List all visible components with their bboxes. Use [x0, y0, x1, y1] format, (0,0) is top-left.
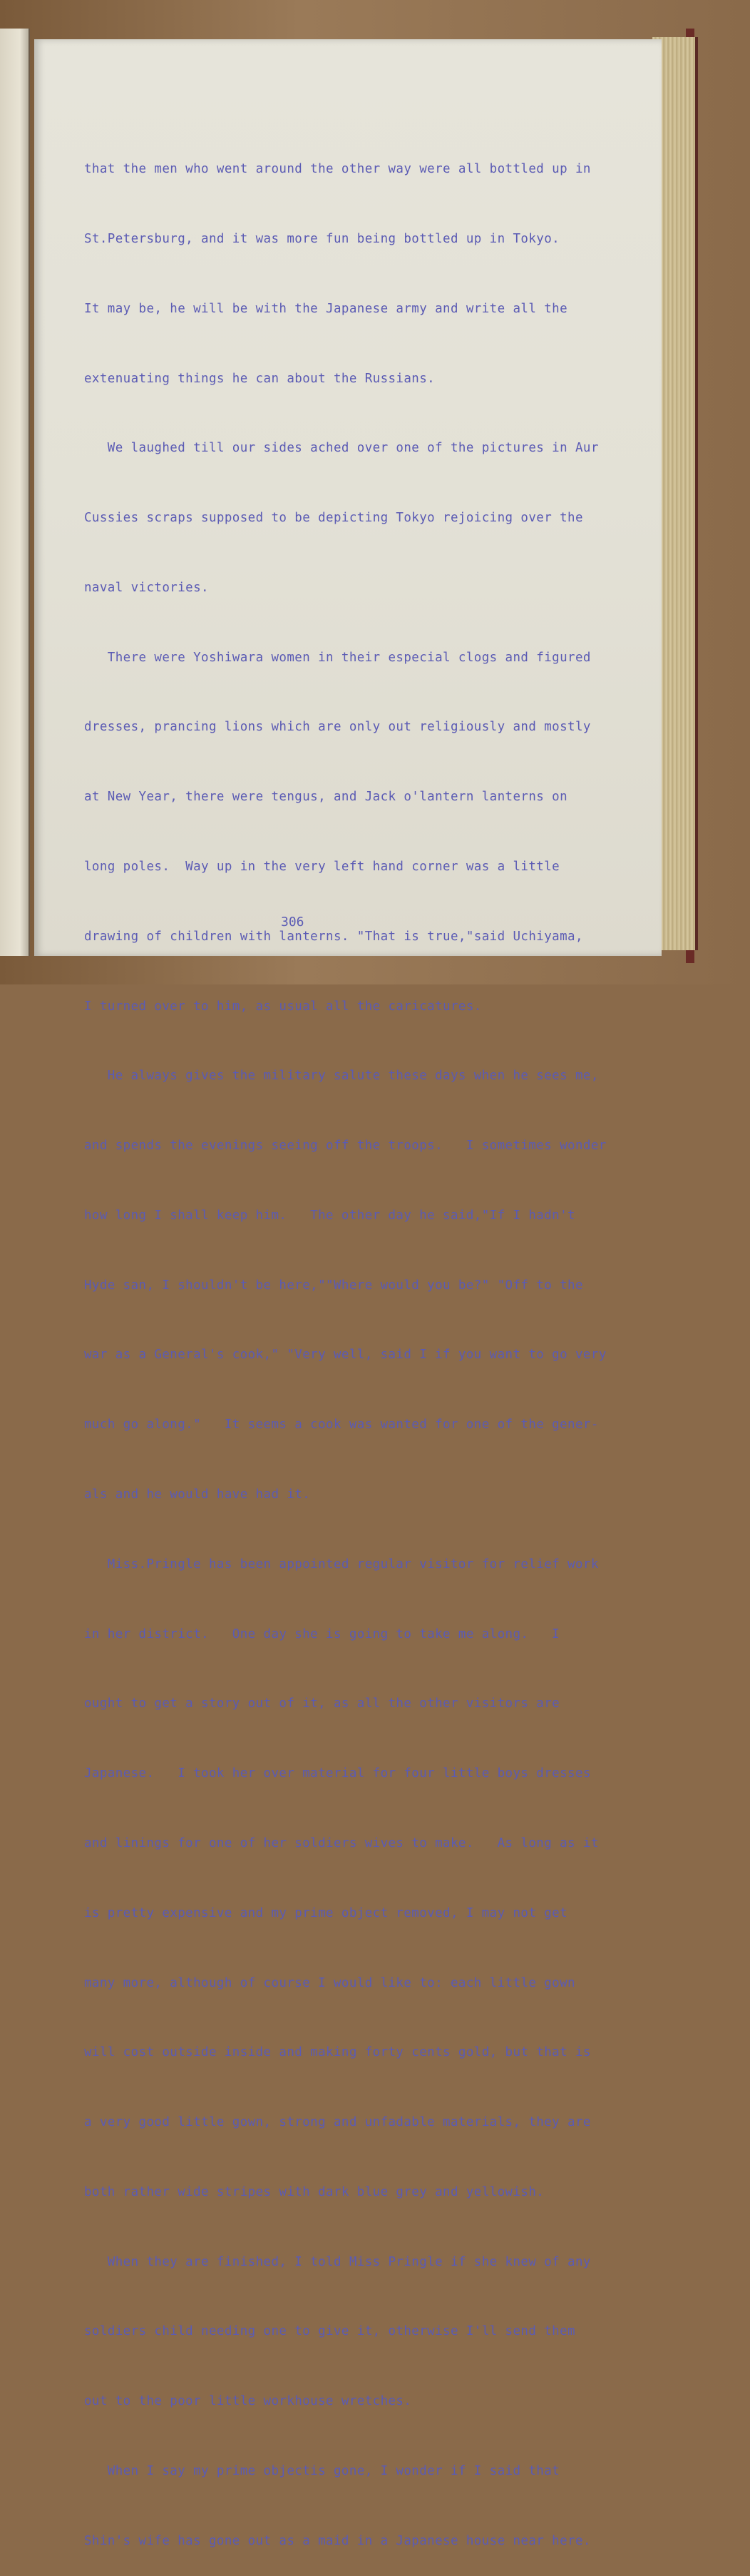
text-line: Shin's wife has gone out as a maid in a Japanese house near here. — [84, 2533, 591, 2548]
text-line: naval victories. — [84, 580, 209, 595]
text-line: We laughed till our sides ached over one of the pictures in Aur — [84, 441, 599, 456]
text-line: When I say my prime objectis gone, I wonder if I said that — [84, 2463, 560, 2478]
left-page-edge — [0, 29, 30, 956]
text-line: It may be, he will be with the Japanese army and write all the — [84, 301, 568, 316]
text-line: Japanese. I took her over material for four little boys dresses — [84, 1766, 591, 1781]
text-line: how long I shall keep him. The other day he said,"If I hadn't — [84, 1208, 575, 1223]
text-line: dresses, prancing lions which are only out religiously and mostly — [84, 720, 591, 735]
text-line: St.Petersburg, and it was more fun being bottled up in Tokyo. — [84, 231, 560, 246]
text-line: many more, although of course I would like to: each little gown — [84, 1975, 575, 1990]
text-line: Cussies scraps supposed to be depicting Tokyo rejoicing over the — [84, 511, 583, 526]
text-line: als and he would have had it. — [84, 1487, 311, 1502]
text-line: both rather wide stripes with dark blue grey and yellowish. — [84, 2184, 545, 2199]
text-line: is pretty expensive and my prime object removed, I may not get — [84, 1905, 568, 1920]
page-number: 306 — [281, 915, 304, 930]
text-line: that the men who went around the other way were all bottled up in — [84, 162, 591, 177]
text-line: a very good little gown, strong and unfadable materials, they are — [84, 2115, 591, 2130]
text-line: Miss.Pringle has been appointed regular visitor for relief work — [84, 1557, 599, 1572]
text-line: in her district. One day she is going to take me along. I — [84, 1626, 560, 1641]
text-line: and spends the evenings seeing off the troops. I sometimes wonder — [84, 1139, 607, 1154]
text-line: much go along." It seems a cook was wanted for one of the gener- — [84, 1417, 599, 1432]
text-line: at New Year, there were tengus, and Jack o'lantern lanterns on — [84, 790, 568, 805]
text-line: When they are finished, I told Miss Pringle if she knew of any — [84, 2254, 591, 2269]
typed-text-body — [84, 111, 654, 2576]
text-line: drawing of children with lanterns. "That is true,"said Uchiyama, — [84, 929, 583, 944]
text-line: There were Yoshiwara women in their especial clogs and figured — [84, 650, 591, 665]
text-line: soldiers child needing one to give it, otherwise I'll send them — [84, 2324, 575, 2339]
text-line: He always gives the military salute these days when he sees me, — [84, 1069, 599, 1084]
text-line: I turned over to him, as usual all the caricatures. — [84, 999, 482, 1014]
text-line: and linings for one of her soldiers wives to make. As long as it — [84, 1836, 599, 1850]
text-line: war as a General's cook," "Very well, said I if you want to go very — [84, 1348, 607, 1363]
text-line: long poles. Way up in the very left hand corner was a little — [84, 860, 560, 874]
text-line: Hyde san, I shouldn't be here,""Where would you be?" "Off to the — [84, 1278, 583, 1293]
text-line: out to the poor little workhouse wretches. — [84, 2394, 412, 2409]
text-line: extenuating things he can about the Russians. — [84, 371, 436, 386]
text-line: will cost outside inside and making forty cents gold, but that is — [84, 2045, 591, 2060]
text-line: ought to get a story out of it, as all the other visitors are — [84, 1696, 560, 1711]
